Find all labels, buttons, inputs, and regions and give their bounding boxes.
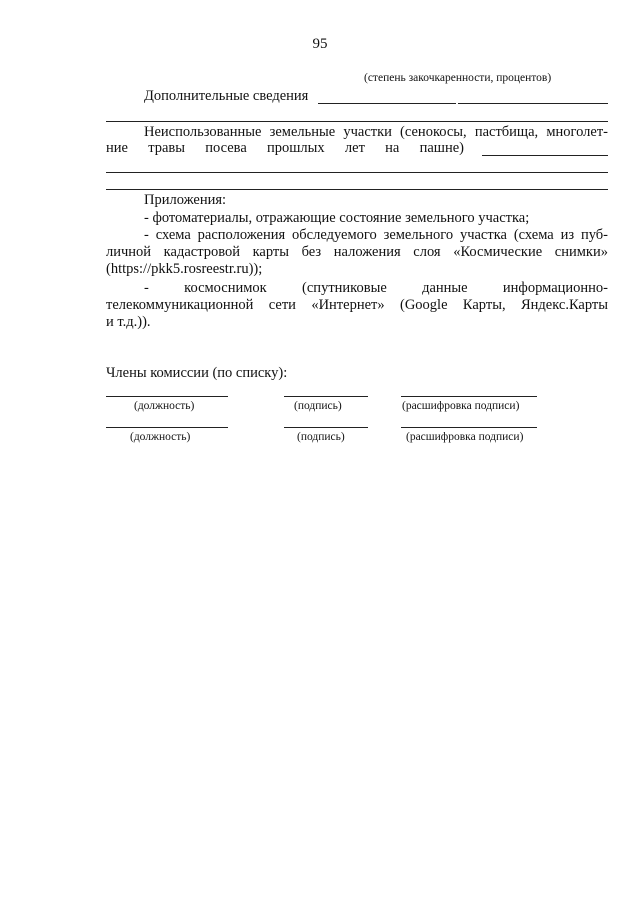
additional-blank-1 bbox=[318, 103, 456, 104]
sig1-position-line bbox=[106, 396, 228, 397]
caption-degree: (степень закочкаренности, процентов) bbox=[364, 72, 552, 84]
additional-blank-2 bbox=[458, 103, 608, 104]
unused-lands-blank-1 bbox=[482, 155, 608, 156]
appendix-scheme-line1: - схема расположения обследуемого земельного участка (схема из пуб- bbox=[144, 227, 608, 243]
appendix-satellite-line2: телекоммуникационной сети «Интернет» (Google Карты, Яндекс.Карты bbox=[106, 297, 608, 313]
sig2-signature-line bbox=[284, 427, 368, 428]
sig1-transcript-caption: (расшифровка подписи) bbox=[402, 400, 520, 412]
sig1-signature-caption: (подпись) bbox=[294, 400, 342, 412]
appendix-photos: - фотоматериалы, отражающие состояние земельного участка; bbox=[144, 210, 530, 226]
sig1-position-caption: (должность) bbox=[134, 400, 195, 412]
appendix-satellite-line1: - космоснимок (спутниковые данные информационно- bbox=[144, 280, 608, 296]
additional-blank-3 bbox=[106, 121, 608, 122]
appendix-satellite-line3: и т.д.)). bbox=[106, 314, 151, 330]
appendix-scheme-line3: (https://pkk5.rosreestr.ru)); bbox=[106, 261, 263, 277]
unused-lands-line2: ние травы посева прошлых лет на пашне) bbox=[106, 140, 464, 156]
sig2-transcript-caption: (расшифровка подписи) bbox=[406, 431, 524, 443]
unused-lands-blank-2 bbox=[106, 172, 608, 173]
unused-lands-blank-3 bbox=[106, 189, 608, 190]
sig1-signature-line bbox=[284, 396, 368, 397]
sig2-signature-caption: (подпись) bbox=[297, 431, 345, 443]
additional-label: Дополнительные сведения bbox=[144, 88, 309, 104]
sig2-transcript-line bbox=[401, 427, 537, 428]
sig2-position-line bbox=[106, 427, 228, 428]
appendices-title: Приложения: bbox=[144, 192, 227, 208]
members-title: Члены комиссии (по списку): bbox=[106, 365, 288, 381]
page-number: 95 bbox=[312, 36, 328, 52]
appendix-scheme-line2: личной кадастровой карты без наложения слоя «Космические снимки» bbox=[106, 244, 608, 260]
sig1-transcript-line bbox=[401, 396, 537, 397]
sig2-position-caption: (должность) bbox=[130, 431, 191, 443]
unused-lands-line1: Неиспользованные земельные участки (сенокосы, пастбища, многолет- bbox=[144, 124, 608, 140]
